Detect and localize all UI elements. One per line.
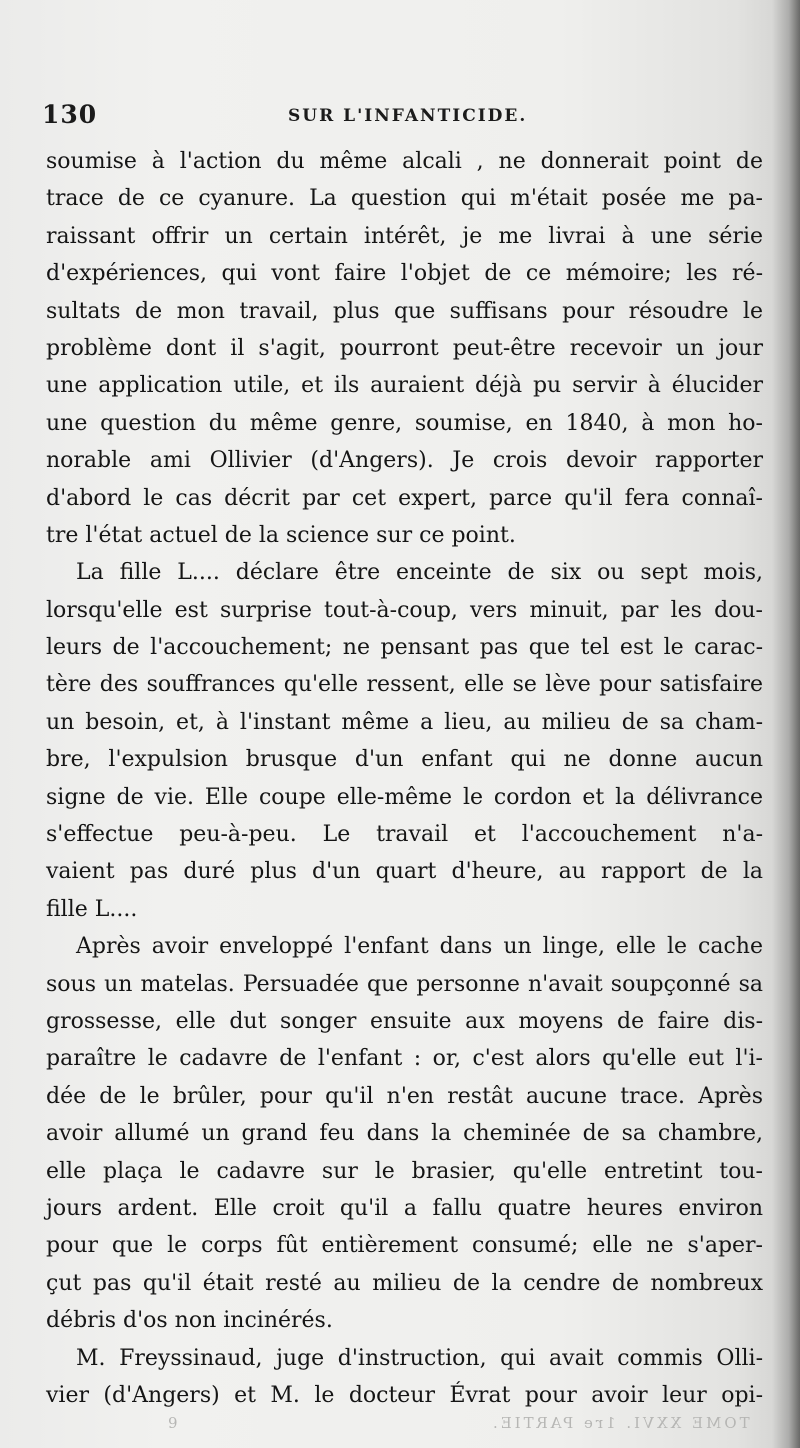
text-line: trace de ce cyanure. La question qui m'était posée me pa- xyxy=(46,186,763,212)
text-line: sous un matelas. Persuadée que personne n'avait soupçonné sa xyxy=(46,971,763,997)
body-text xyxy=(46,143,763,1414)
text-line: norable ami Ollivier (d'Angers). Je crois devoir rapporter xyxy=(46,448,763,474)
text-line: signe de vie. Elle coupe elle-même le cordon et la délivrance xyxy=(46,784,763,810)
text-line: vier (d'Angers) et M. le docteur Évrat pour avoir leur opi- xyxy=(46,1382,763,1408)
text-line: fille L.... xyxy=(46,896,138,922)
text-line: paraître le cadavre de l'enfant : or, c'est alors qu'elle eut l'i- xyxy=(46,1046,763,1072)
text-line: grossesse, elle dut songer ensuite aux moyens de faire dis- xyxy=(46,1008,763,1034)
text-line: La fille L.... déclare être enceinte de six ou sept mois, xyxy=(76,560,763,586)
text-line: d'abord le cas décrit par cet expert, parce qu'il fera connaî- xyxy=(46,485,763,511)
text-line: Après avoir enveloppé l'enfant dans un linge, elle le cache xyxy=(76,934,763,960)
text-line: une application utile, et ils auraient déjà pu servir à élucider xyxy=(46,373,763,399)
signature-mark: 9 xyxy=(168,1414,178,1432)
text-line: jours ardent. Elle croit qu'il a fallu quatre heures environ xyxy=(46,1195,763,1221)
text-line: problème dont il s'agit, pourront peut-être recevoir un jour xyxy=(46,335,763,361)
page-number: 130 xyxy=(42,100,98,129)
text-line: soumise à l'action du même alcali , ne donnerait point de xyxy=(46,149,763,174)
running-head: SUR L'INFANTICIDE. xyxy=(288,106,528,126)
page-footer xyxy=(160,1414,760,1444)
text-line: leurs de l'accouchement; ne pensant pas que tel est le carac- xyxy=(46,635,763,661)
text-line: raissant offrir un certain intérêt, je me livrai à une série xyxy=(46,223,763,249)
text-line: débris d'os non incinérés. xyxy=(46,1308,333,1334)
text-line: sultats de mon travail, plus que suffisans pour résoudre le xyxy=(46,298,763,324)
page-spine-shadow xyxy=(772,0,800,1448)
bleed-through-text: TOME XXVI. 1re PARTIE. xyxy=(490,1414,750,1432)
text-line: tère des souffrances qu'elle ressent, elle se lève pour satisfaire xyxy=(46,672,763,698)
text-line: M. Freyssinaud, juge d'instruction, qui avait commis Olli- xyxy=(76,1345,763,1371)
text-line: avoir allumé un grand feu dans la cheminée de sa chambre, xyxy=(46,1121,763,1147)
text-line: çut pas qu'il était resté au milieu de la cendre de nombreux xyxy=(46,1270,763,1296)
text-line: bre, l'expulsion brusque d'un enfant qui ne donne aucun xyxy=(46,747,763,773)
text-line: s'effectue peu-à-peu. Le travail et l'accouchement n'a- xyxy=(46,822,763,848)
text-line: d'expériences, qui vont faire l'objet de ce mémoire; les ré- xyxy=(46,261,763,287)
text-line: dée de le brûler, pour qu'il n'en restât aucune trace. Après xyxy=(46,1083,763,1109)
page-header xyxy=(42,100,742,136)
text-line: lorsqu'elle est surprise tout-à-coup, vers minuit, par les dou- xyxy=(46,597,763,623)
text-line: elle plaça le cadavre sur le brasier, qu'elle entretint tou- xyxy=(46,1158,763,1184)
text-line: une question du même genre, soumise, en 1840, à mon ho- xyxy=(46,410,763,436)
text-line: pour que le corps fût entièrement consumé; elle ne s'aper- xyxy=(46,1233,763,1259)
text-line: vaient pas duré plus d'un quart d'heure, au rapport de la xyxy=(46,859,763,885)
text-line: un besoin, et, à l'instant même a lieu, au milieu de sa cham- xyxy=(46,709,763,735)
text-line: tre l'état actuel de la science sur ce point. xyxy=(46,522,516,548)
